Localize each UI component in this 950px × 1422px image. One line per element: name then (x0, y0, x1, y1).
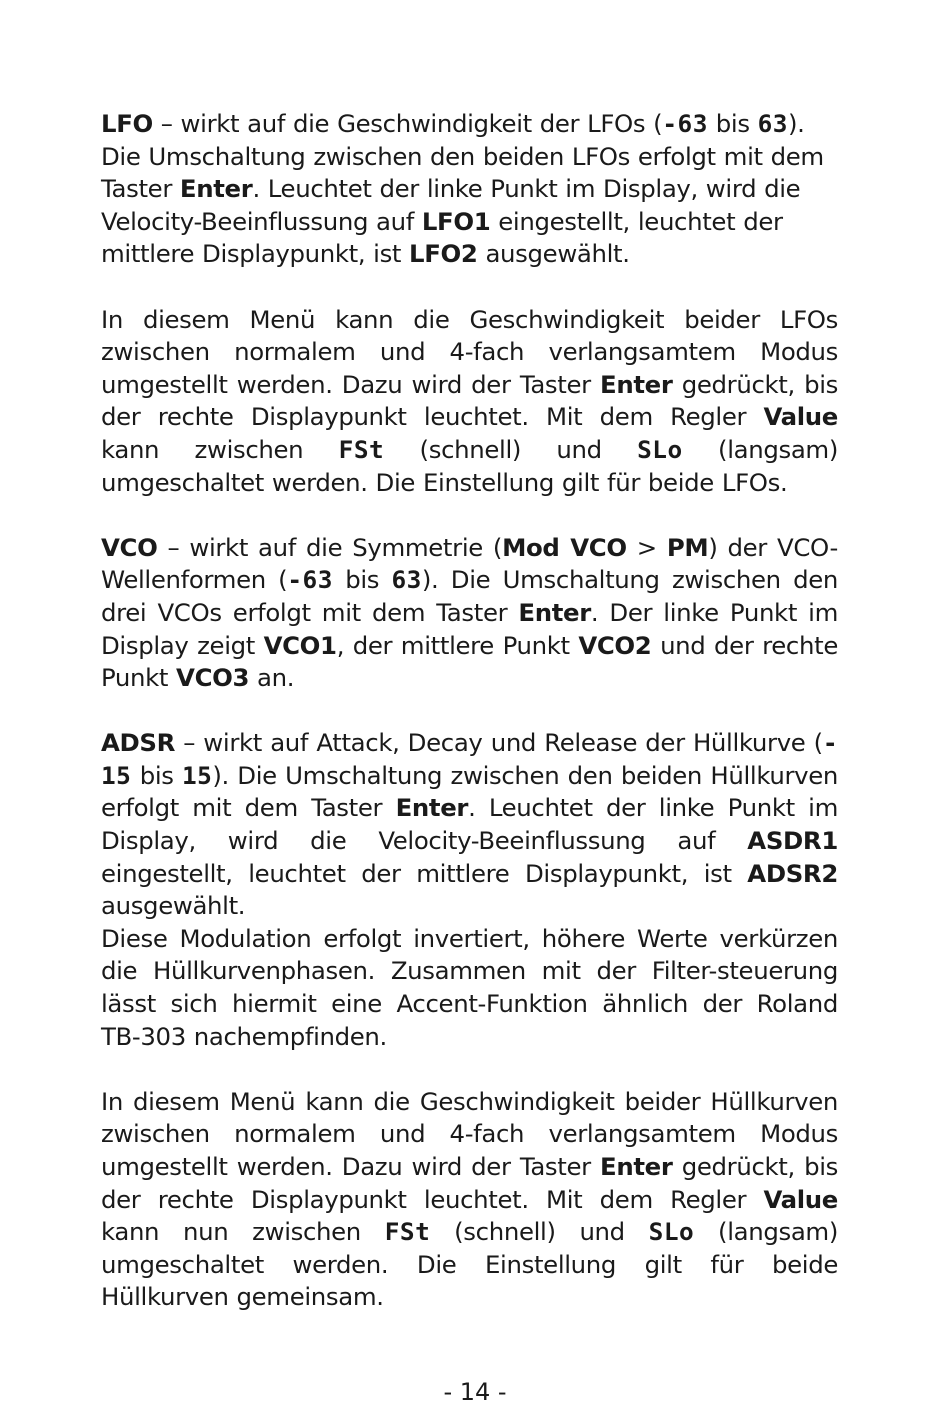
target-adsr2: ADSR2 (747, 858, 838, 888)
display-value-max: 63 (391, 565, 422, 595)
paragraph-gap (101, 271, 838, 304)
paragraph-vco: VCO – wirkt auf die Symmetrie (Mod VCO > PM) der VCO-Wellenformen (-63 bis 63). Die Umschaltung zwischen den drei VCOs erfolgt mit dem Taster Enter. Der linke Punkt im Display zeigt VCO1, der mittlere Punkt VCO2 und der rechte Punkt VCO3 an. (101, 532, 838, 693)
display-value-min: -63 (662, 109, 708, 138)
key-enter: Enter (600, 369, 673, 399)
paragraph-lfo: LFO – wirkt auf die Geschwindigkeit der LFOs (-63 bis 63). Die Umschaltung zwischen den beiden LFOs erfolgt mit dem Taster Enter. Leuchtet der linke Punkt im Display, wird die Velocity-Beeinflussung auf LFO1 eingestellt, leuchtet der mittlere Displaypunkt, ist LFO2 ausgewählt. (101, 109, 824, 269)
knob-value: Value (763, 1184, 838, 1214)
paragraph-lfo-speed: In diesem Menü kann die Geschwindigkeit beider LFOs zwischen normalem und 4-fach verlangsamtem Modus umgestellt werden. Dazu wird der Taster Enter gedrückt, bis der rechte Displaypunkt leuchtet. Mit dem Regler Value kann zwischen FSt (schnell) und SLo (langsam) umgeschaltet werden. Die Einstellung gilt für beide LFOs. (101, 304, 839, 497)
target-vco1: VCO1 (263, 630, 337, 660)
page-number: - 14 - (443, 1378, 507, 1406)
display-slow: SLo (648, 1217, 695, 1247)
target-asdr1: ASDR1 (747, 826, 838, 856)
display-slow: SLo (637, 434, 683, 464)
paragraph-gap (101, 1053, 838, 1086)
paragraph-gap (101, 499, 838, 532)
display-fast: FSt (338, 434, 385, 464)
key-enter: Enter (395, 793, 469, 823)
key-enter: Enter (179, 174, 253, 204)
display-value-min: -63 (287, 565, 333, 595)
target-vco2: VCO2 (578, 630, 652, 660)
mod-vco: Mod VCO (502, 532, 627, 562)
target-lfo1: LFO1 (421, 206, 491, 236)
display-value-min: - 15 (101, 728, 838, 790)
term-lfo: LFO (101, 109, 153, 138)
pm: PM (666, 532, 709, 562)
display-value-max: 15 (182, 760, 213, 790)
paragraph-gap (101, 695, 838, 728)
display-value-max: 63 (757, 109, 788, 138)
term-vco: VCO (101, 532, 158, 562)
target-lfo2: LFO2 (409, 239, 478, 269)
key-enter: Enter (600, 1152, 673, 1181)
key-enter: Enter (518, 597, 591, 627)
paragraph-adsr-speed: In diesem Menü kann die Geschwindigkeit beider Hüllkurven zwischen normalem und 4-fach verlangsamtem Modus umgestellt werden. Dazu wird der Taster Enter gedrückt, bis der rechte Displaypunkt leuchtet. Mit dem Regler Value kann nun zwischen FSt (schnell) und SLo (langsam) umgeschaltet werden. Die Einstellung gilt für beide Hüllkurven gemeinsam. (101, 1086, 839, 1312)
display-fast: FSt (384, 1217, 431, 1247)
target-vco3: VCO3 (176, 663, 250, 693)
knob-value: Value (763, 402, 838, 432)
paragraph-adsr-note: Diese Modulation erfolgt invertiert, höhere Werte verkürzen die Hüllkurvenphasen. Zusammen mit der Filter-steuerung lässt sich hiermit eine Accent-Funktion ähnlich der Roland TB-303 nachempfinden. (101, 923, 838, 1051)
paragraph-adsr: ADSR – wirkt auf Attack, Decay und Release der Hüllkurve (- 15 bis 15). Die Umschaltung zwischen den beiden Hüllkurven erfolgt mit dem Taster Enter. Leuchtet der linke Punkt im Display, wird die Velocity-Beeinflussung auf ASDR1 eingestellt, leuchtet der mittlere Displaypunkt, ist ADSR2 ausgewählt. (101, 728, 838, 921)
term-adsr: ADSR (101, 728, 176, 758)
manual-page-body (101, 108, 838, 1314)
